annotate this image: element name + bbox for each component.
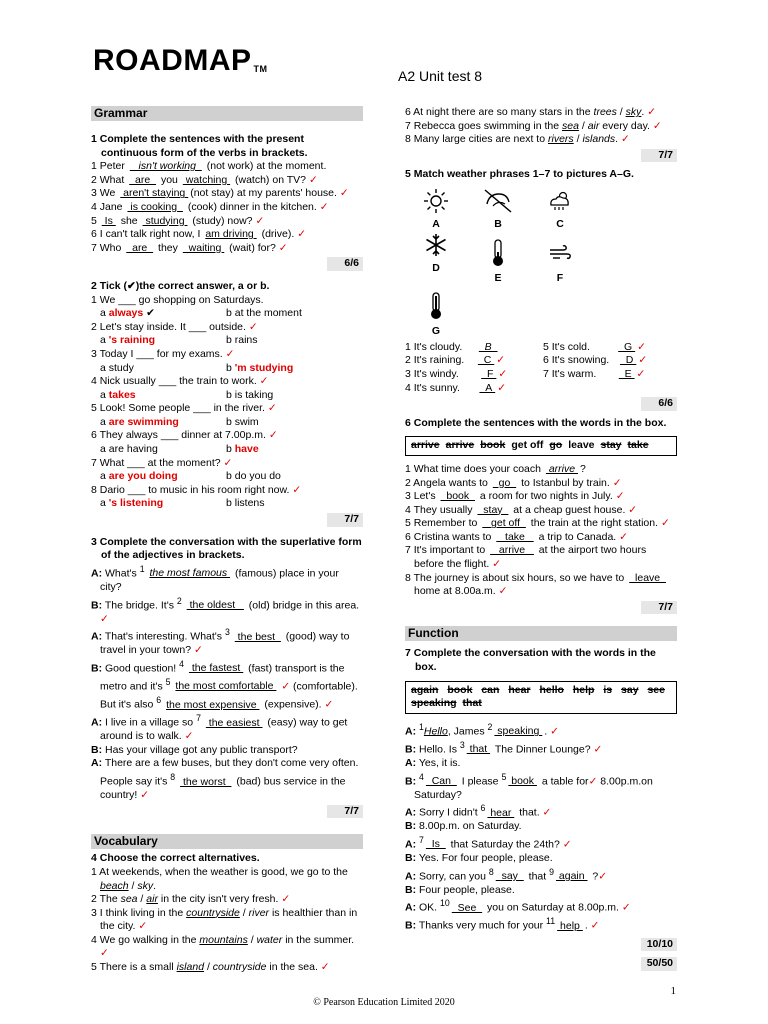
q7-line: A: OK. $^{10}$ See you on Saturday at 8.00p.m. ✓ <box>405 898 631 914</box>
q6-word-box: arrive arrive book get off go leave stay take <box>405 436 677 456</box>
q3-title: 3 Complete the conversation with the superlative form of the adjectives in brackets. <box>91 535 362 562</box>
picture-a: A <box>405 188 467 232</box>
right-column <box>405 106 677 971</box>
picture-e: E <box>467 238 529 286</box>
q7-line: B: $^4$ Can I please $^5$ book a table for✓ 8.00p.m.on Saturday? <box>405 771 653 801</box>
q2-item: 2 Let's stay inside. It ___ outside. ✓ <box>91 320 258 333</box>
q2-item: 4 Nick usually ___ the train to work. ✓ <box>91 375 269 388</box>
q3-line: B: The bridge. It's $^2$ the oldest (old) bridge in this area. ✓ <box>91 595 360 625</box>
q2-score: 7/7 <box>327 513 363 527</box>
thermometer-cold-icon <box>488 238 508 268</box>
q4-item: 3 I think living in the countryside / river is healthier than in the city. ✓ <box>91 906 358 933</box>
picture-d: D <box>405 232 467 286</box>
q4-item: 4 We go walking in the mountains / water in the summer. ✓ <box>91 933 355 960</box>
q1-item: 4 Jane is cooking (cook) dinner in the kitchen. ✓ <box>91 200 329 213</box>
q1-title: 1 Complete the sentences with the present continuous form of the verbs in brackets. <box>91 133 308 159</box>
q7-line: B: Hello. Is $^3$ that The Dinner Lounge? ✓ <box>405 739 603 756</box>
q2-item: 6 They always ___ dinner at 7.00p.m. ✓ <box>91 429 278 442</box>
left-column <box>91 106 363 975</box>
q1-item: 2 What are you watching (watch) on TV? ✓ <box>91 173 318 186</box>
logo: ROADMAP ™ <box>93 44 268 77</box>
vocabulary-heading: Vocabulary <box>91 834 363 849</box>
q6-item: 7 It's important to arrive at the airport two hours before the flight. ✓ <box>405 544 647 571</box>
q6-item: 8 The journey is about six hours, so we have to leave home at 8.00a.m. ✓ <box>405 571 666 598</box>
page-number: 1 <box>670 985 676 997</box>
q2-item: 3 Today I ___ for my exams. ✓ <box>91 347 235 360</box>
q3-score: 7/7 <box>327 805 363 819</box>
q6-item: 6 Cristina wants to take a trip to Canada. ✓ <box>405 530 628 543</box>
q6-item: 4 They usually stay at a cheap guest house. ✓ <box>405 503 638 516</box>
q6-score: 7/7 <box>641 601 677 615</box>
q3-line: A: What's $^1$ the most famous (famous) place in your city? <box>91 563 339 593</box>
q2-title: 2 Tick (✔)the correct answer, a or b. <box>91 279 270 292</box>
q2-options: a are swimming b swim <box>100 415 259 428</box>
q3-line: A: There are a few buses, but they don't come very often. People say it's $^8$ the worst (bad) bus service in the country! ✓ <box>91 757 359 802</box>
q1-item: 7 Who are they waiting (wait) for? ✓ <box>91 241 288 254</box>
q7-title: 7 Complete the conversation with the words in the box. <box>405 647 656 674</box>
unit-title: A2 Unit test 8 <box>398 68 483 84</box>
q4-item: 5 There is a small island / countryside in the sea. ✓ <box>91 961 330 974</box>
q5-title: 5 Match weather phrases 1–7 to pictures A–G. <box>405 168 634 181</box>
q1-score: 6/6 <box>327 257 363 271</box>
q1-item: 5 Is she studying (study) now? ✓ <box>91 214 265 227</box>
q4-title: 4 Choose the correct alternatives. <box>91 852 260 865</box>
q5-score: 6/6 <box>641 397 677 411</box>
q7-line: A: Yes, it is. <box>405 757 461 769</box>
q2-options: a 's raining b rains <box>100 334 258 347</box>
q4-item: 7 Rebecca goes swimming in the sea / air every day. ✓ <box>405 119 662 132</box>
function-heading: Function <box>405 626 677 641</box>
sun-icon <box>423 188 449 214</box>
q6-item: 1 What time does your coach arrive ? <box>405 462 586 475</box>
q7-line: A: $^1$Hello, James $^2$ speaking . ✓ <box>405 721 559 738</box>
q1-item: 6 I can't talk right now, I am driving (drive). ✓ <box>91 228 306 241</box>
q3-line: B: Has your village got any public transport? <box>91 743 298 756</box>
total-score: 50/50 <box>641 957 677 971</box>
q6-item: 3 Let's book a room for two nights in July. ✓ <box>405 490 625 503</box>
q7-word-box: again book can hear hello help is say see speaking that <box>405 681 677 714</box>
q7-line: B: Yes. For four people, please. <box>405 852 553 865</box>
q1-item: 3 We aren't staying (not stay) at my parents' house. ✓ <box>91 187 349 200</box>
q4-item: 6 At night there are so many stars in the trees / sky. ✓ <box>405 106 657 118</box>
q2-options: a 's listening b listens <box>100 497 265 510</box>
no-sun-cloudy-icon <box>483 188 513 214</box>
q7-line: A: $^7$ Is that Saturday the 24th? ✓ <box>405 834 572 851</box>
q2-options: a are you doing b do you do <box>100 470 281 483</box>
snowflake-icon <box>423 232 449 258</box>
thermometer-hot-icon <box>426 291 446 321</box>
q7-line: B: Four people, please. <box>405 883 515 896</box>
picture-b: B <box>467 188 529 232</box>
picture-f: F <box>529 238 591 286</box>
q2-item: 7 What ___ at the moment? ✓ <box>91 456 233 469</box>
q2-options: a study b 'm studying <box>100 361 294 374</box>
q3-line: B: Good question! $^4$ the fastest (fast) transport is the metro and it's $^5$ the most comfortable ✓ (comfortable). But it's also $^6$ the most expensive (expensive). ✓ <box>91 658 358 711</box>
q2-options: a are having b have <box>100 443 259 456</box>
q2-options: a takes b is taking <box>100 388 274 401</box>
q7-score: 10/10 <box>641 938 677 952</box>
q2-options: a always ✔ b at the moment <box>100 307 302 320</box>
q7-line: B: Thanks very much for your $^{11}$ help . ✓ <box>405 916 600 932</box>
q5-answers: 1 It's cloudy. B 5 It's cold. G ✓ 2 It's raining. C ✓ 6 It's snowing. D ✓ 3 It's windy. F ✓ 7 It's warm. E ✓ 4 It's sunny. A ✓ <box>405 340 648 394</box>
picture-g: G <box>405 291 467 339</box>
q7-line: B: 8.00p.m. on Saturday. <box>405 820 522 833</box>
cloud-rain-sun-icon <box>547 188 573 214</box>
q2-item: 5 Look! Some people ___ in the river. ✓ <box>91 402 277 415</box>
weather-pictures <box>405 188 645 339</box>
q3-line: A: That's interesting. What's $^3$ the best (good) way to travel in your town? ✓ <box>91 627 350 657</box>
q2-item: 8 Dario ___ to music in his room right now. ✓ <box>91 483 302 496</box>
q6-item: 2 Angela wants to go to Istanbul by train. ✓ <box>405 476 622 489</box>
q7-line: A: Sorry I didn't $^6$ hear that. ✓ <box>405 803 552 819</box>
q7-line: A: Sorry, can you $^8$ say that $^9$ again ?✓ <box>405 866 608 883</box>
q4-item: 1 At weekends, when the weather is good, we go to the beach / sky. <box>91 865 348 892</box>
copyright: © Pearson Education Limited 2020 <box>313 997 455 1008</box>
q4-score: 7/7 <box>641 149 677 163</box>
q1-item: 1 Peter isn't working (not work) at the moment. <box>91 160 327 173</box>
q6-item: 5 Remember to get off the train at the right station. ✓ <box>405 517 670 530</box>
q4-item: 2 The sea / air in the city isn't very fresh. ✓ <box>91 893 291 906</box>
grammar-heading: Grammar <box>91 106 363 121</box>
q4-item: 8 Many large cities are next to rivers / islands. ✓ <box>405 133 630 146</box>
wind-icon <box>547 238 573 268</box>
picture-c: C <box>529 188 591 232</box>
q6-title: 6 Complete the sentences with the words in the box. <box>405 416 667 429</box>
q2-item: 1 We ___ go shopping on Saturdays. <box>91 293 264 306</box>
q3-line: A: I live in a village so $^7$ the easiest (easy) way to get around is to walk. ✓ <box>91 713 348 743</box>
